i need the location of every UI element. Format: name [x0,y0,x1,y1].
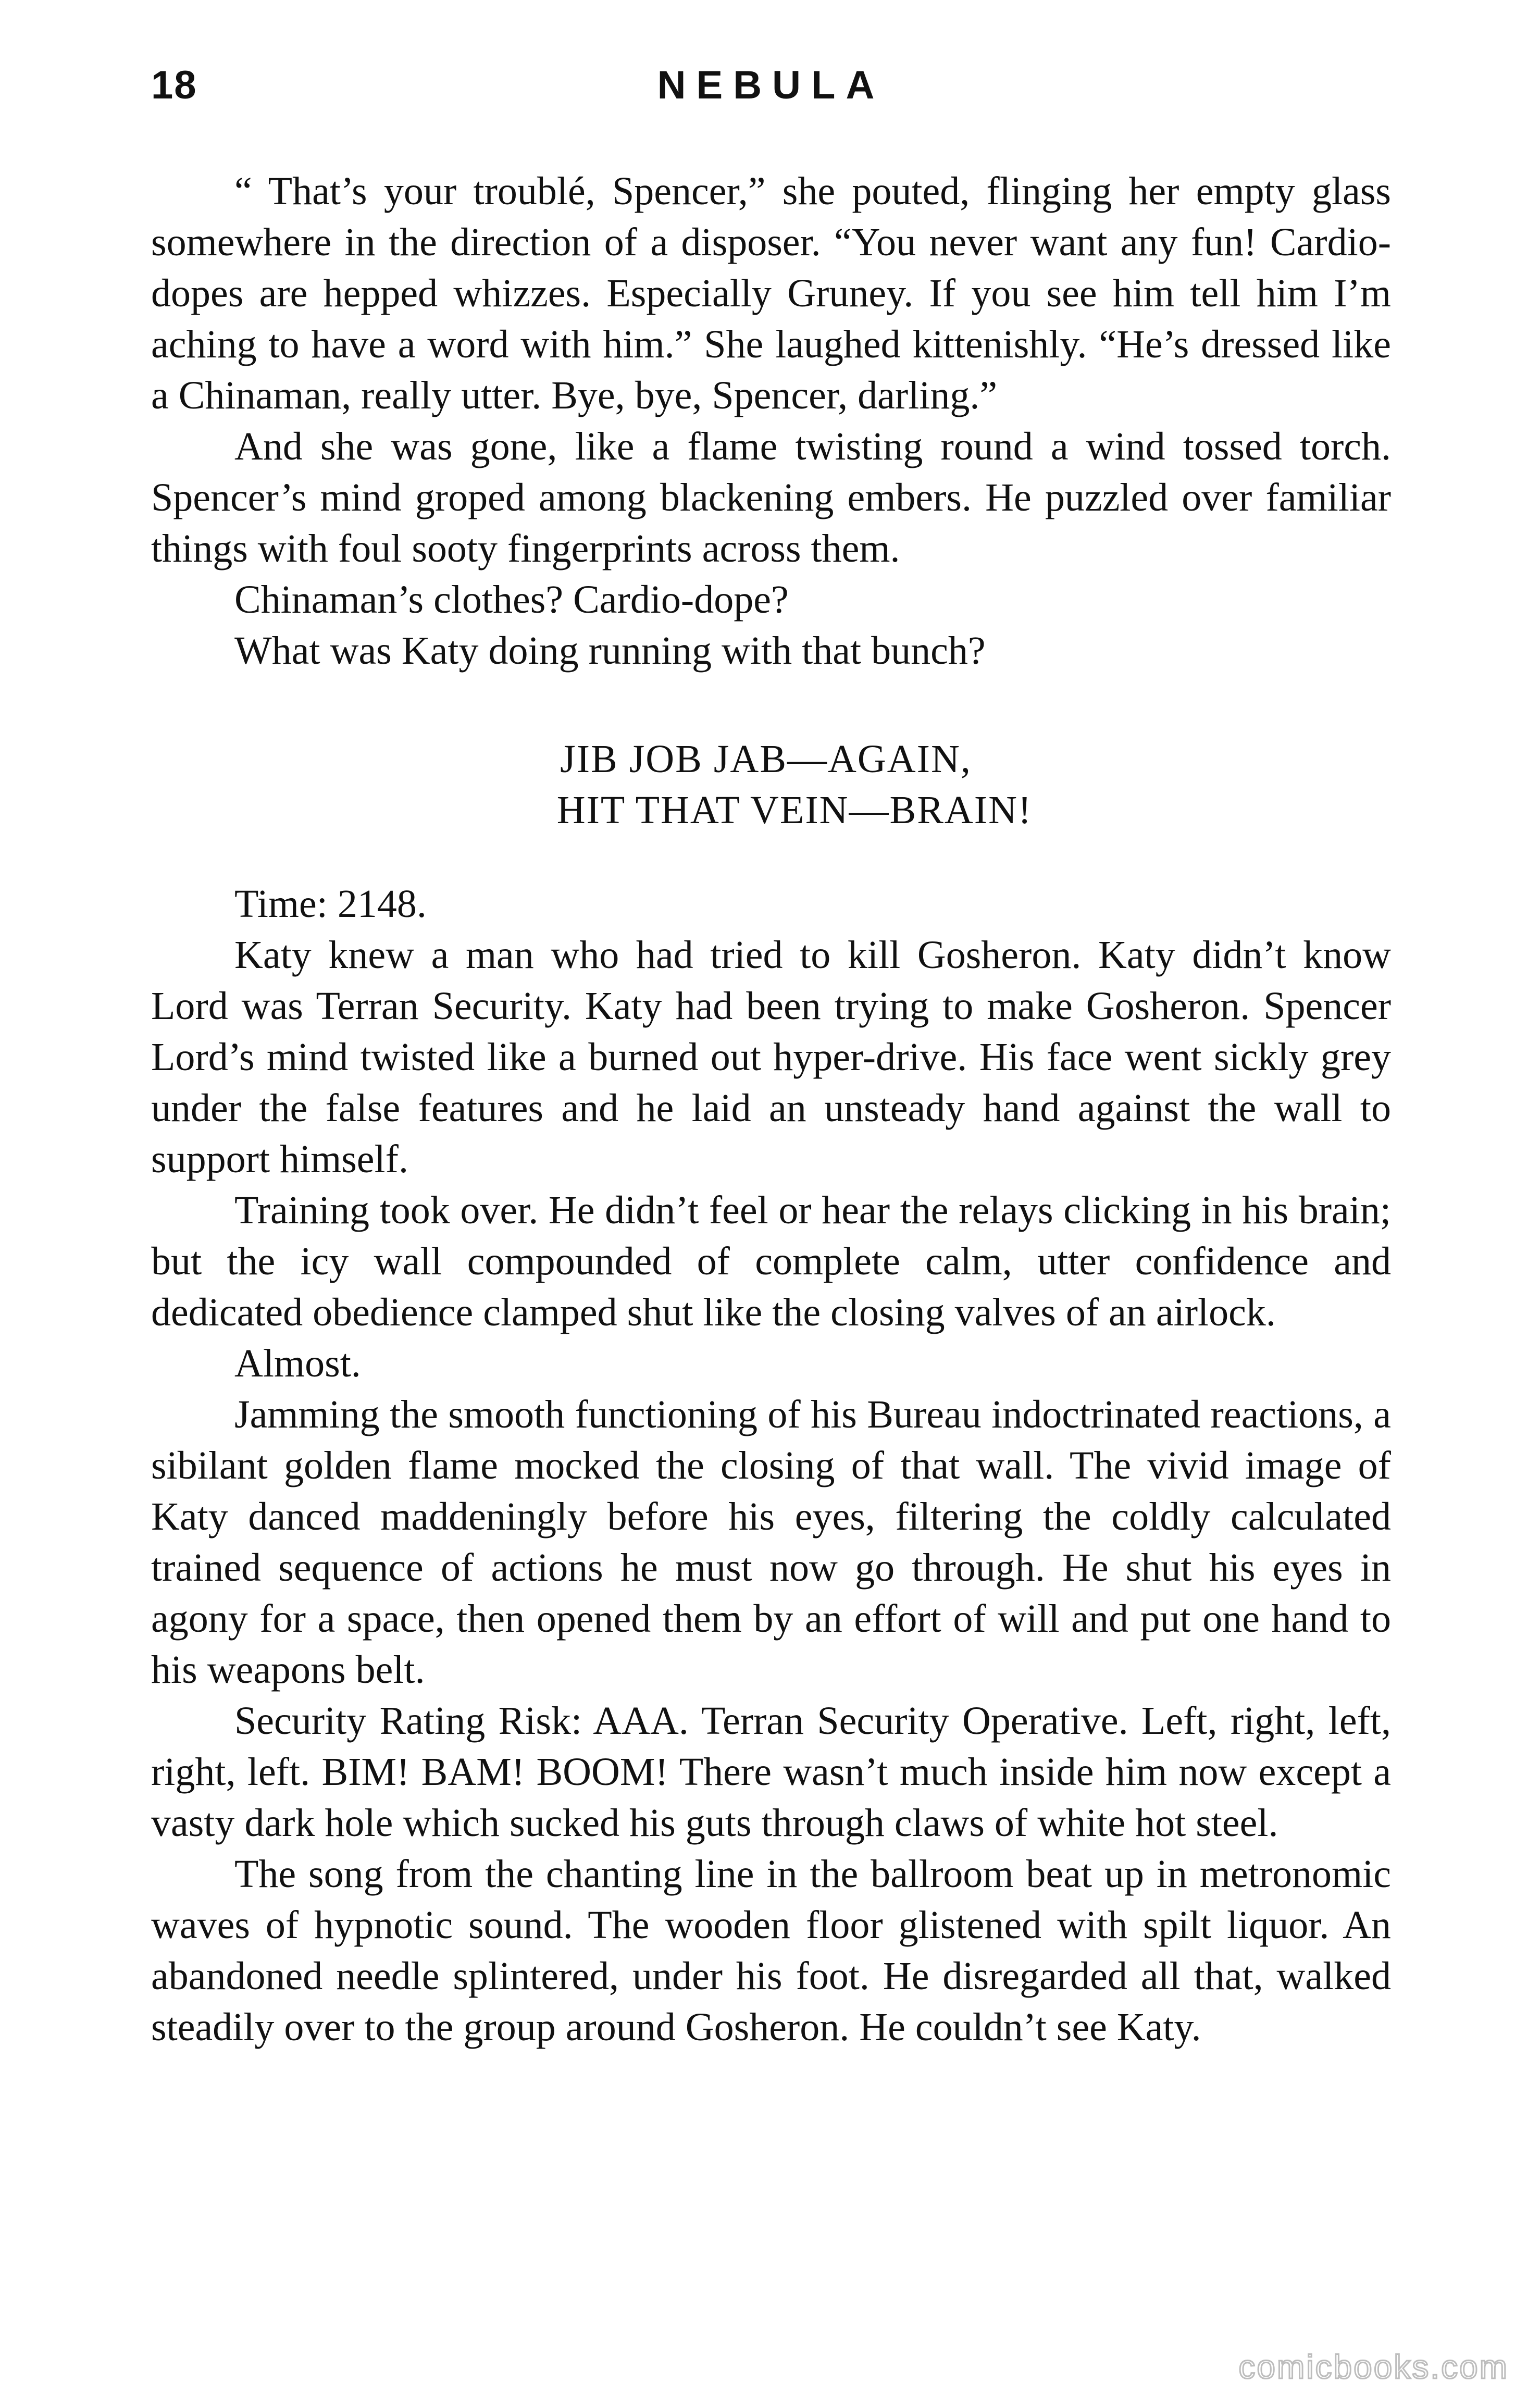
chant-line-2: HIT THAT VEIN—BRAIN! [556,788,1033,832]
page-header [151,63,1391,125]
paragraph-2: And she was gone, like a flame twisting round a wind tossed torch. Spencer’s mind groped among blackening embers. He puzzled over familiar things with foul sooty fingerprints across them. [151,425,1391,570]
body-text [151,166,1391,2053]
chant-interlude [151,734,1391,836]
paragraph-4: What was Katy doing running with that bunch? [234,629,986,673]
paragraph-11: The song from the chanting line in the ballroom beat up in metronomic waves of hypnotic sound. The wooden floor glistened with spilt liquor. An abandoned needle splintered, under his foot. He disregarded all that, walked steadily over to the group around Gosheron. He couldn’t see Katy. [151,1852,1391,2049]
watermark: comicbooks.com [1238,2348,1509,2386]
paragraph-3: Chinaman’s clothes? Cardio-dope? [234,578,789,622]
paragraph-9: Jamming the smooth functioning of his Bureau indoctrinated reactions, a sibilant golden flame mocked the closing of that wall. The vivid image of Katy danced maddeningly before his eyes, filtering the coldly calculated trained sequence of actions he must now go through. He shut his eyes in agony for a space, then opened them by an effort of will and put one hand to his weapons belt. [151,1393,1391,1692]
paragraph-10: Security Rating Risk: AAA. Terran Security Operative. Left, right, left, right, left. BIM! BAM! BOOM! There wasn’t much inside him now except a vasty dark hole which sucked his guts through claws of white hot steel. [151,1699,1391,1845]
paragraph-8: Almost. [234,1342,361,1385]
chant-line-1: JIB JOB JAB—AGAIN, [560,737,972,781]
paragraph-1: “ That’s your troublé, Spencer,” she pouted, flinging her empty glass somewhere in the direction of a disposer. “You never want any fun! Cardio-dopes are hepped whizzes. Especially Gruney. If you see him tell him I’m aching to have a word with him.” She laughed kittenishly. “He’s dressed like a Chinaman, really utter. Bye, bye, Spencer, darling.” [151,169,1391,417]
paragraph-5: Time: 2148. [234,882,427,926]
paragraph-6: Katy knew a man who had tried to kill Gosheron. Katy didn’t know Lord was Terran Security. Katy had been trying to make Gosheron. Spencer Lord’s mind twisted like a burned out hyper-drive. His face went sickly grey under the false features and he laid an unsteady hand against the wall to support himself. [151,933,1391,1181]
page-number: 18 [151,63,197,107]
running-head: NEBULA [657,63,885,107]
paragraph-7: Training took over. He didn’t feel or hear the relays clicking in his brain; but the icy wall compounded of complete calm, utter confidence and dedicated obedience clamped shut like the closing valves of an airlock. [151,1188,1391,1334]
